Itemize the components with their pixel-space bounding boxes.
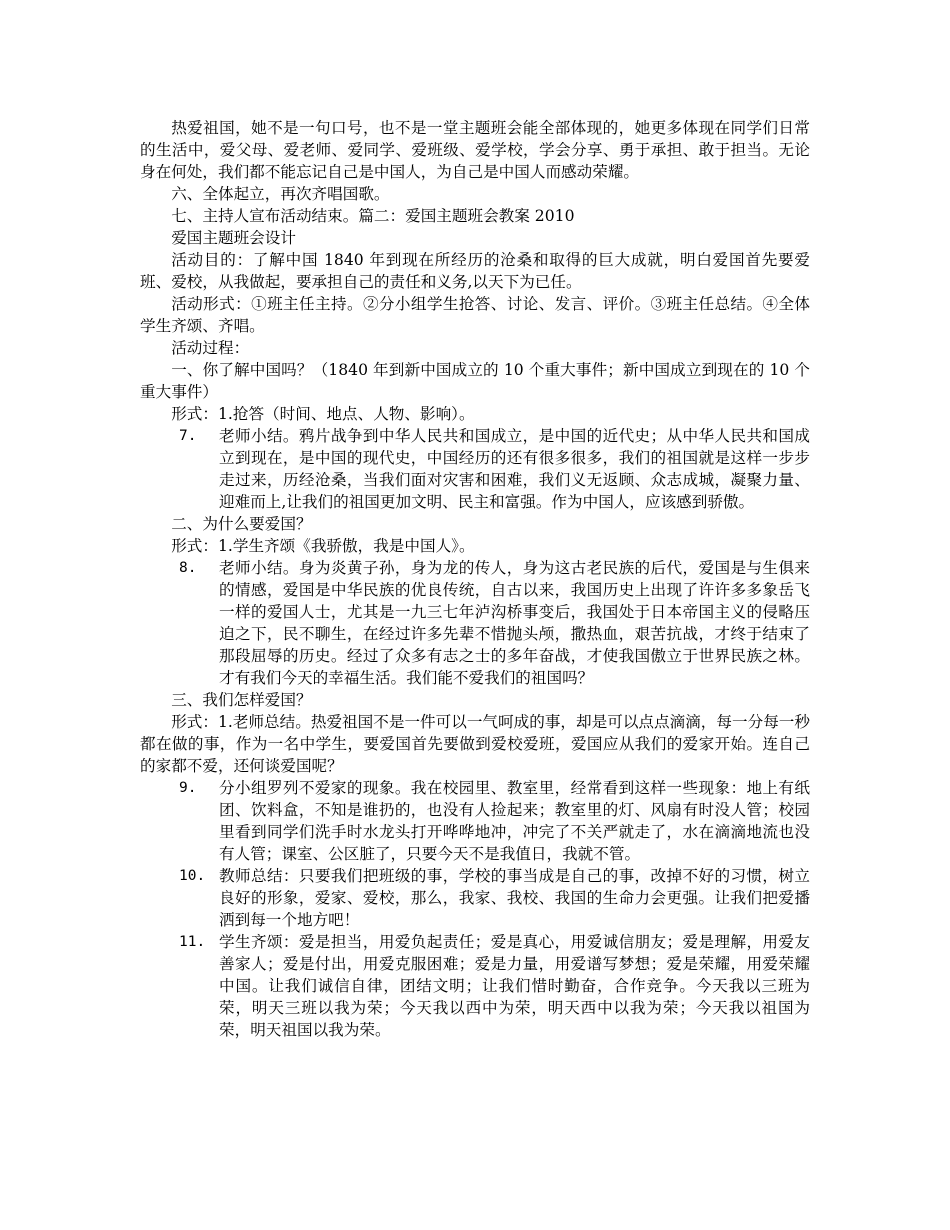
list-item-text: 老师小结。身为炎黄子孙，身为龙的传人，身为这古老民族的后代，爱国是与生俱来的情感，爱国是中华民族的优良传统，自古以来，我国历史上出现了许许多多象岳飞一样的爱国人士，尤其是一九三七年泸沟桥事变后，我国处于日本帝国主义的侵略压迫之下，民不聊生，在经过许多先辈不惜抛头颅，撒热血，艰苦抗战，才终于结束了那段屈辱的历史。经过了众多有志之士的多年奋战，才使我国傲立于世界民族之林。才有我们今天的幸福生活。我们能不爱我们的祖国吗？ bbox=[219, 559, 810, 687]
list-number: 9. bbox=[179, 780, 197, 796]
document-body bbox=[140, 117, 810, 1041]
paragraph-step-seven: 七、主持人宣布活动结束。篇二：爱国主题班会教案 2010 bbox=[171, 207, 575, 225]
heading-part-two: 二、为什么要爱国？ bbox=[171, 515, 312, 533]
paragraph-process-heading: 活动过程： bbox=[171, 339, 250, 357]
paragraph-form-one: 形式：1.抢答（时间、地点、人物、影响）。 bbox=[171, 405, 475, 423]
list-item-text: 分小组罗列不爱家的现象。我在校园里、教室里，经常看到这样一些现象：地上有纸团、饮料盒，不知是谁扔的，也没有人捡起来；教室里的灯、风扇有时没人管；校园里看到同学们洗手时水龙头打开哗哗地冲，冲完了不关严就走了，水在滴滴地流也没有人管；课室、公区脏了，只要今天不是我值日，我就不管。 bbox=[219, 779, 810, 863]
paragraph-format: 活动形式：①班主任主持。②分小组学生抢答、讨论、发言、评价。③班主任总结。④全体学生齐颂、齐唱。 bbox=[140, 295, 810, 335]
list-item-9 bbox=[179, 777, 810, 865]
list-item-text: 教师总结：只要我们把班级的事，学校的事当成是自己的事，改掉不好的习惯，树立良好的形象，爱家、爱校，那么，我家、我校、我国的生命力会更强。让我们把爱播洒到每一个地方吧！ bbox=[219, 867, 810, 929]
list-number: 8. bbox=[179, 560, 197, 576]
list-item-7 bbox=[179, 425, 810, 513]
heading-part-three: 三、我们怎样爱国？ bbox=[171, 691, 312, 709]
section-title: 爱国主题班会设计 bbox=[171, 229, 296, 247]
list-item-8 bbox=[179, 557, 810, 689]
list-number: 11. bbox=[179, 934, 206, 950]
list-item-text: 老师小结。鸦片战争到中华人民共和国成立，是中国的近代史；从中华人民共和国成立到现在，是中国的现代史，中国经历的还有很多很多，我们的祖国就是这样一步步走过来，历经沧桑，当我们面对灾害和困难，我们义无返顾、众志成城，凝聚力量、迎难而上,让我们的祖国更加文明、民主和富强。作为中国人，应该感到骄傲。 bbox=[219, 427, 810, 511]
list-item-text: 学生齐颂：爱是担当，用爱负起责任；爱是真心，用爱诚信朋友；爱是理解，用爱友善家人；爱是付出，用爱克服困难；爱是力量，用爱谱写梦想；爱是荣耀，用爱荣耀中国。让我们诚信自律，团结文明；让我们惜时勤奋，合作竞争。今天我以三班为荣，明天三班以我为荣；今天我以西中为荣，明天西中以我为荣；今天我以祖国为荣，明天祖国以我为荣。 bbox=[219, 933, 810, 1039]
paragraph-conclusion: 热爱祖国，她不是一句口号，也不是一堂主题班会能全部体现的，她更多体现在同学们日常的生活中，爱父母、爱老师、爱同学、爱班级、爱学校，学会分享、勇于承担、敢于担当。无论身在何处，我们都不能忘记自己是中国人，为自己是中国人而感动荣耀。 bbox=[140, 119, 810, 181]
paragraph-step-six: 六、全体起立，再次齐唱国歌。 bbox=[171, 185, 390, 203]
paragraph-form-three: 形式：1.老师总结。热爱祖国不是一件可以一气呵成的事，却是可以点点滴滴，每一分每一秒都在做的事，作为一名中学生，要爱国首先要做到爱校爱班，爱国应从我们的爱家开始。连自己的家都不爱，还何谈爱国呢？ bbox=[140, 713, 810, 775]
list-number: 7. bbox=[179, 428, 197, 444]
list-number: 10. bbox=[179, 868, 206, 884]
paragraph-purpose: 活动目的：了解中国 1840 年到现在所经历的沧桑和取得的巨大成就，明白爱国首先要爱班、爱校，从我做起，要承担自己的责任和义务,以天下为已任。 bbox=[140, 251, 810, 291]
list-item-10 bbox=[179, 865, 810, 931]
heading-part-one: 一、你了解中国吗？（1840 年到新中国成立的 10 个重大事件；新中国成立到现在的 10 个重大事件） bbox=[140, 361, 810, 401]
paragraph-form-two: 形式：1.学生齐颂《我骄傲，我是中国人》。 bbox=[171, 537, 475, 555]
list-item-11 bbox=[179, 931, 810, 1041]
